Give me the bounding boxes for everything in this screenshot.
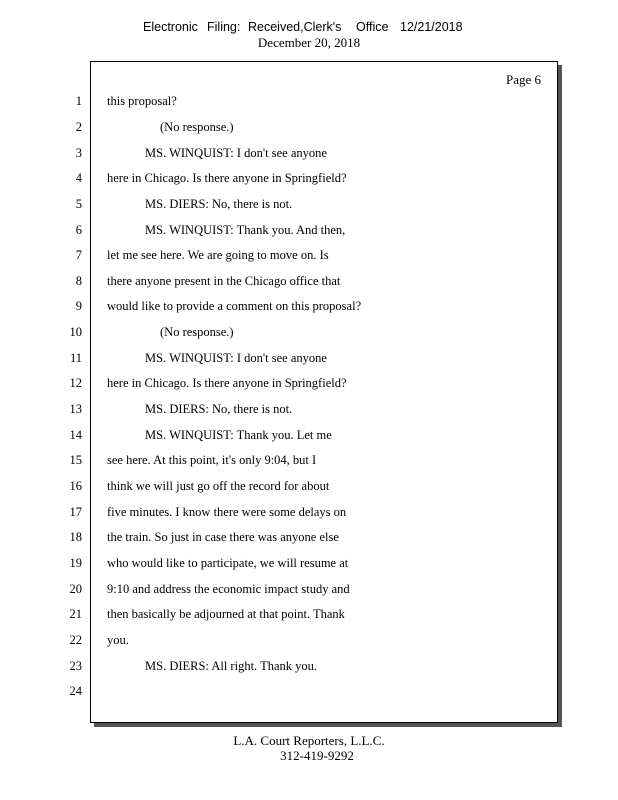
line-text: here in Chicago. Is there anyone in Springfield? xyxy=(107,376,347,390)
line-text: five minutes. I know there were some delays on xyxy=(107,505,347,519)
reporter-name: L.A. Court Reporters, L.L.C. xyxy=(233,733,385,748)
filing-word-date: 12/21/2018 xyxy=(400,20,463,34)
line-text: this proposal? xyxy=(107,94,177,108)
line-number: 3 xyxy=(75,146,82,160)
filing-word-filing: Filing: xyxy=(207,20,241,34)
line-number: 1 xyxy=(75,94,82,108)
reporter-phone: 312-419-9292 xyxy=(280,748,354,763)
line-number: 7 xyxy=(75,248,82,262)
filing-word-received: Received,Clerk's xyxy=(248,20,342,34)
filing-word-electronic: Electronic xyxy=(143,20,198,34)
line-text: let me see here. We are going to move on. Is xyxy=(107,248,329,262)
line-text: think we will just go off the record for about xyxy=(107,479,330,493)
filing-word-office: Office xyxy=(356,20,389,34)
line-text: MS. WINQUIST: I don't see anyone xyxy=(145,351,327,365)
line-number: 4 xyxy=(75,171,82,185)
line-text: MS. WINQUIST: Thank you. And then, xyxy=(145,223,346,237)
line-text: would like to provide a comment on this proposal? xyxy=(107,299,362,313)
line-text: MS. DIERS: No, there is not. xyxy=(145,402,293,416)
transcript-date: December 20, 2018 xyxy=(257,35,361,50)
line-text: here in Chicago. Is there anyone in Springfield? xyxy=(107,171,347,185)
line-text: who would like to participate, we will resume at xyxy=(107,556,349,570)
line-number: 23 xyxy=(69,659,82,673)
line-number: 12 xyxy=(69,376,82,390)
line-text: see here. At this point, it's only 9:04, but I xyxy=(107,453,317,467)
line-text: (No response.) xyxy=(160,325,234,339)
line-text: you. xyxy=(107,633,129,647)
line-number: 17 xyxy=(69,505,82,519)
line-number: 16 xyxy=(69,479,82,493)
line-number: 2 xyxy=(75,120,82,134)
line-number: 14 xyxy=(69,428,82,442)
line-text: there anyone present in the Chicago office that xyxy=(107,274,341,288)
line-number: 11 xyxy=(69,351,82,365)
line-number: 21 xyxy=(69,607,82,621)
line-number: 10 xyxy=(69,325,82,339)
page-number: Page 6 xyxy=(505,72,541,87)
line-text: then basically be adjourned at that point. Thank xyxy=(107,607,345,621)
line-text: MS. WINQUIST: I don't see anyone xyxy=(145,146,327,160)
line-number: 20 xyxy=(69,582,82,596)
line-number: 9 xyxy=(75,299,82,313)
line-text: MS. DIERS: No, there is not. xyxy=(145,197,293,211)
line-text: MS. WINQUIST: Thank you. Let me xyxy=(145,428,332,442)
line-number: 22 xyxy=(69,633,82,647)
line-number: 6 xyxy=(75,223,82,237)
line-number: 18 xyxy=(69,530,82,544)
line-number: 5 xyxy=(75,197,82,211)
line-number: 8 xyxy=(75,274,82,288)
line-text: (No response.) xyxy=(160,120,234,134)
line-number: 24 xyxy=(69,684,82,698)
line-number: 13 xyxy=(69,402,82,416)
line-text: 9:10 and address the economic impact study and xyxy=(107,582,350,596)
line-text: the train. So just in case there was anyone else xyxy=(107,530,339,544)
line-text: MS. DIERS: All right. Thank you. xyxy=(145,659,318,673)
line-number: 19 xyxy=(69,556,82,570)
line-number: 15 xyxy=(69,453,82,467)
